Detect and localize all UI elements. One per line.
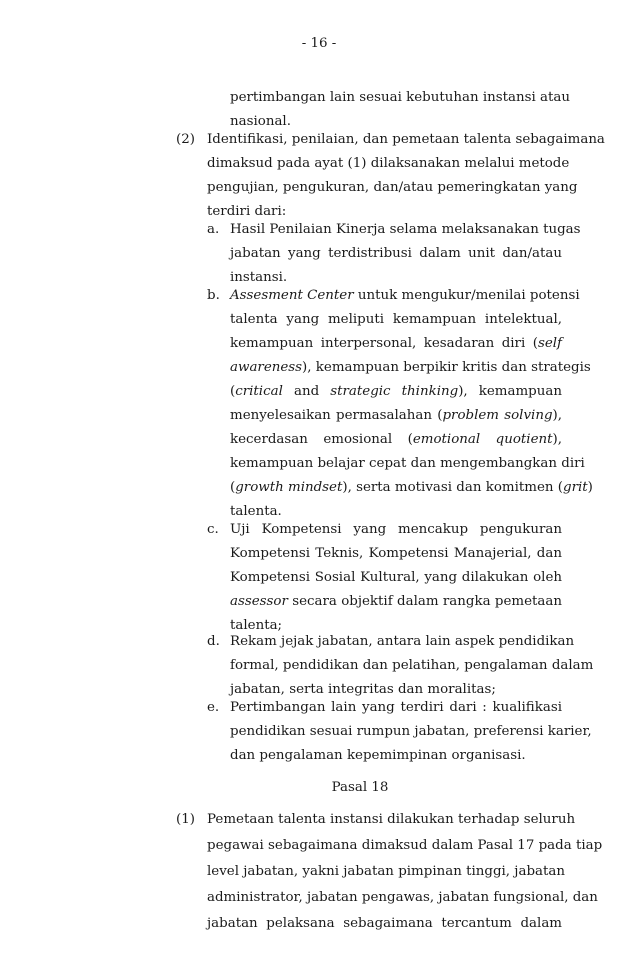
text-line: kemampuan interpersonal, kesadaran diri (self xyxy=(230,336,562,351)
text-line: Pemetaan talenta instansi dilakukan terhadap seluruh xyxy=(207,812,576,827)
list-item-label: a. xyxy=(207,222,220,237)
text-line: administrator, jabatan pengawas, jabatan fungsional, dan xyxy=(207,890,598,905)
text-line: nasional. xyxy=(230,114,291,129)
paragraph-number: (2) xyxy=(176,132,195,147)
text-line: kemampuan belajar cepat dan mengembangkan diri xyxy=(230,456,585,471)
list-item-label: d. xyxy=(207,634,220,649)
text-line: awareness), kemampuan berpikir kritis dan strategis xyxy=(230,360,591,375)
section-heading: Pasal 18 xyxy=(331,780,389,795)
page-number: - 16 - xyxy=(301,36,337,51)
text-line: assessor secara objektif dalam rangka pemetaan xyxy=(230,594,562,609)
text-line: talenta; xyxy=(230,618,283,633)
text-line: pendidikan sesuai rumpun jabatan, preferensi karier, xyxy=(230,724,592,739)
text-line: formal, pendidikan dan pelatihan, pengalaman dalam xyxy=(230,658,594,673)
text-line: menyelesaikan permasalahan (problem solving), xyxy=(230,408,562,423)
text-line: dimaksud pada ayat (1) dilaksanakan melalui metode xyxy=(207,156,570,171)
text-line: kecerdasan emosional (emotional quotient), xyxy=(230,432,562,447)
text-line: (critical and strategic thinking), kemampuan xyxy=(230,384,562,399)
text-line: Rekam jejak jabatan, antara lain aspek pendidikan xyxy=(230,634,575,649)
text-line: jabatan pelaksana sebagaimana tercantum dalam xyxy=(207,916,562,931)
list-item-label: b. xyxy=(207,288,220,303)
text-line: dan pengalaman kepemimpinan organisasi. xyxy=(230,748,526,763)
text-line: Identifikasi, penilaian, dan pemetaan talenta sebagaimana xyxy=(207,132,605,147)
text-line: Assesment Center untuk mengukur/menilai potensi xyxy=(230,288,580,303)
text-line: terdiri dari: xyxy=(207,204,287,219)
text-line: Kompetensi Sosial Kultural, yang dilakukan oleh xyxy=(230,570,562,585)
text-line: Uji Kompetensi yang mencakup pengukuran xyxy=(230,522,562,537)
text-line: jabatan yang terdistribusi dalam unit dan/atau xyxy=(230,246,562,261)
text-line: Kompetensi Teknis, Kompetensi Manajerial, dan xyxy=(230,546,562,561)
list-item-label: c. xyxy=(207,522,219,537)
text-line: pertimbangan lain sesuai kebutuhan instansi atau xyxy=(230,90,570,105)
text-line: Pertimbangan lain yang terdiri dari : kualifikasi xyxy=(230,700,562,715)
paragraph-number: (1) xyxy=(176,812,195,827)
text-line: instansi. xyxy=(230,270,288,285)
text-line: pengujian, pengukuran, dan/atau pemeringkatan yang xyxy=(207,180,578,195)
text-line: level jabatan, yakni jabatan pimpinan tinggi, jabatan xyxy=(207,864,565,879)
text-line: pegawai sebagaimana dimaksud dalam Pasal 17 pada tiap xyxy=(207,838,603,853)
text-line: talenta. xyxy=(230,504,282,519)
text-line: Hasil Penilaian Kinerja selama melaksanakan tugas xyxy=(230,222,581,237)
list-item-label: e. xyxy=(207,700,220,715)
text-line: talenta yang meliputi kemampuan intelektual, xyxy=(230,312,562,327)
text-line: jabatan, serta integritas dan moralitas; xyxy=(230,682,496,697)
text-line: (growth mindset), serta motivasi dan komitmen (grit) xyxy=(230,480,593,495)
